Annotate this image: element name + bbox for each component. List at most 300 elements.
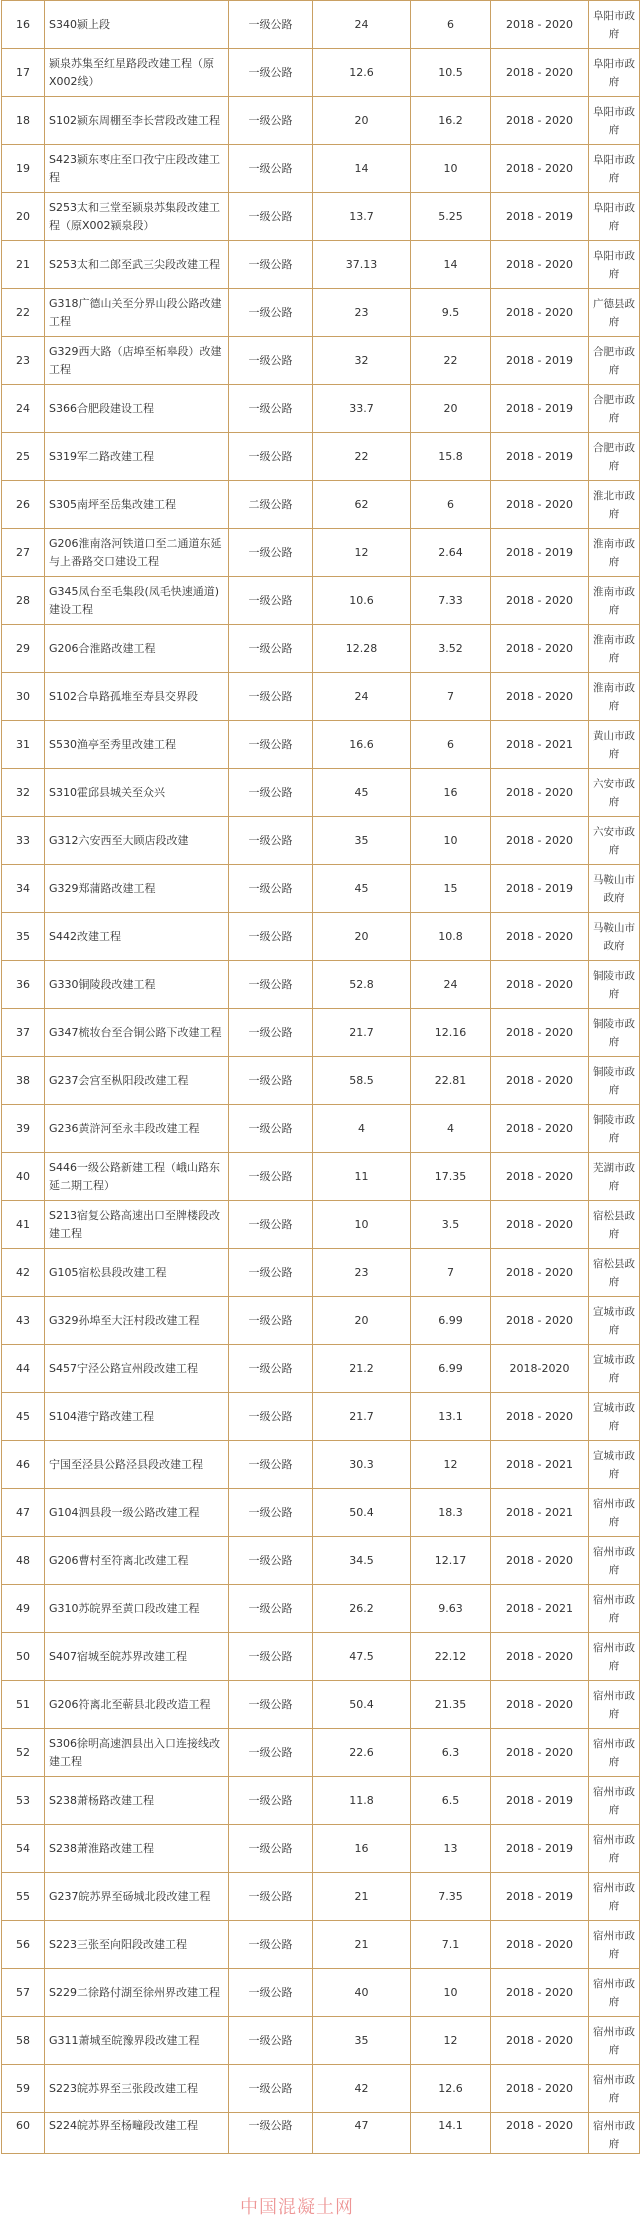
length-km-cell: 23 xyxy=(313,289,411,337)
row-number-cell: 39 xyxy=(2,1105,45,1153)
project-name-cell: S423颍东枣庄至口孜宁庄段改建工程 xyxy=(45,145,229,193)
row-number-cell: 30 xyxy=(2,673,45,721)
investment-cell: 22 xyxy=(411,337,491,385)
table-row xyxy=(2,433,640,481)
construction-period-cell: 2018-2020 xyxy=(491,1345,589,1393)
responsible-body-cell: 宿州市政府 xyxy=(589,2017,640,2065)
investment-cell: 24 xyxy=(411,961,491,1009)
project-name-cell: G311萧城至皖豫界段改建工程 xyxy=(45,2017,229,2065)
table-row xyxy=(2,289,640,337)
project-name-cell: G329西大路（店埠至柘皋段）改建工程 xyxy=(45,337,229,385)
row-number-cell: 44 xyxy=(2,1345,45,1393)
responsible-body-cell: 铜陵市政府 xyxy=(589,1057,640,1105)
investment-cell: 3.52 xyxy=(411,625,491,673)
length-km-cell: 20 xyxy=(313,1297,411,1345)
investment-cell: 6 xyxy=(411,721,491,769)
road-grade-cell: 一级公路 xyxy=(229,673,313,721)
construction-period-cell: 2018 - 2021 xyxy=(491,1489,589,1537)
responsible-body-cell: 阜阳市政府 xyxy=(589,145,640,193)
construction-period-cell: 2018 - 2019 xyxy=(491,1777,589,1825)
responsible-body-cell: 宿州市政府 xyxy=(589,2113,640,2154)
length-km-cell: 62 xyxy=(313,481,411,529)
project-name-cell: G310苏皖界至黄口段改建工程 xyxy=(45,1585,229,1633)
road-grade-cell: 一级公路 xyxy=(229,1105,313,1153)
road-grade-cell: 一级公路 xyxy=(229,145,313,193)
project-name-cell: S223皖苏界至三张段改建工程 xyxy=(45,2065,229,2113)
responsible-body-cell: 芜湖市政府 xyxy=(589,1153,640,1201)
road-grade-cell: 一级公路 xyxy=(229,337,313,385)
responsible-body-cell: 宣城市政府 xyxy=(589,1393,640,1441)
responsible-body-cell: 阜阳市政府 xyxy=(589,241,640,289)
investment-cell: 15.8 xyxy=(411,433,491,481)
table-row xyxy=(2,1921,640,1969)
project-name-cell: S366合肥段建设工程 xyxy=(45,385,229,433)
row-number-cell: 49 xyxy=(2,1585,45,1633)
investment-cell: 7.35 xyxy=(411,1873,491,1921)
project-name-cell: G237会宫至枞阳段改建工程 xyxy=(45,1057,229,1105)
investment-cell: 6 xyxy=(411,1,491,49)
table-row xyxy=(2,913,640,961)
construction-period-cell: 2018 - 2019 xyxy=(491,385,589,433)
investment-cell: 7.1 xyxy=(411,1921,491,1969)
road-grade-cell: 一级公路 xyxy=(229,1201,313,1249)
investment-cell: 12.6 xyxy=(411,2065,491,2113)
construction-period-cell: 2018 - 2020 xyxy=(491,2017,589,2065)
road-grade-cell: 一级公路 xyxy=(229,97,313,145)
table-row xyxy=(2,2113,640,2154)
project-name-cell: S340颍上段 xyxy=(45,1,229,49)
row-number-cell: 60 xyxy=(2,2113,45,2154)
responsible-body-cell: 宿州市政府 xyxy=(589,1969,640,2017)
table-row xyxy=(2,1393,640,1441)
construction-period-cell: 2018 - 2020 xyxy=(491,1201,589,1249)
construction-period-cell: 2018 - 2019 xyxy=(491,433,589,481)
length-km-cell: 47 xyxy=(313,2113,411,2154)
road-grade-cell: 一级公路 xyxy=(229,2065,313,2113)
table-row xyxy=(2,1489,640,1537)
road-grade-cell: 一级公路 xyxy=(229,193,313,241)
construction-period-cell: 2018 - 2020 xyxy=(491,577,589,625)
construction-period-cell: 2018 - 2020 xyxy=(491,1,589,49)
responsible-body-cell: 淮南市政府 xyxy=(589,625,640,673)
project-name-cell: S310霍邱县城关至众兴 xyxy=(45,769,229,817)
investment-cell: 20 xyxy=(411,385,491,433)
length-km-cell: 21.2 xyxy=(313,1345,411,1393)
length-km-cell: 33.7 xyxy=(313,385,411,433)
road-grade-cell: 一级公路 xyxy=(229,1057,313,1105)
table-row xyxy=(2,769,640,817)
investment-cell: 13 xyxy=(411,1825,491,1873)
road-grade-cell: 一级公路 xyxy=(229,1729,313,1777)
projects-table-body xyxy=(2,1,640,2154)
construction-period-cell: 2018 - 2020 xyxy=(491,1969,589,2017)
row-number-cell: 53 xyxy=(2,1777,45,1825)
project-name-cell: G206符离北至蕲县北段改造工程 xyxy=(45,1681,229,1729)
road-grade-cell: 一级公路 xyxy=(229,1777,313,1825)
length-km-cell: 12.28 xyxy=(313,625,411,673)
length-km-cell: 22 xyxy=(313,433,411,481)
table-row xyxy=(2,145,640,193)
length-km-cell: 45 xyxy=(313,865,411,913)
construction-period-cell: 2018 - 2019 xyxy=(491,1873,589,1921)
length-km-cell: 21 xyxy=(313,1921,411,1969)
table-row xyxy=(2,1681,640,1729)
investment-cell: 7 xyxy=(411,1249,491,1297)
table-row xyxy=(2,1009,640,1057)
table-row xyxy=(2,1,640,49)
table-row xyxy=(2,385,640,433)
row-number-cell: 48 xyxy=(2,1537,45,1585)
table-row xyxy=(2,481,640,529)
responsible-body-cell: 宿州市政府 xyxy=(589,1921,640,1969)
project-name-cell: S223三张至向阳段改建工程 xyxy=(45,1921,229,1969)
row-number-cell: 43 xyxy=(2,1297,45,1345)
road-grade-cell: 一级公路 xyxy=(229,1441,313,1489)
row-number-cell: 58 xyxy=(2,2017,45,2065)
length-km-cell: 58.5 xyxy=(313,1057,411,1105)
length-km-cell: 21.7 xyxy=(313,1009,411,1057)
investment-cell: 10.5 xyxy=(411,49,491,97)
construction-period-cell: 2018 - 2020 xyxy=(491,1249,589,1297)
row-number-cell: 16 xyxy=(2,1,45,49)
construction-period-cell: 2018 - 2021 xyxy=(491,721,589,769)
project-name-cell: S442改建工程 xyxy=(45,913,229,961)
row-number-cell: 33 xyxy=(2,817,45,865)
responsible-body-cell: 阜阳市政府 xyxy=(589,1,640,49)
row-number-cell: 20 xyxy=(2,193,45,241)
table-row xyxy=(2,577,640,625)
investment-cell: 14 xyxy=(411,241,491,289)
table-row xyxy=(2,1537,640,1585)
length-km-cell: 21 xyxy=(313,1873,411,1921)
construction-period-cell: 2018 - 2019 xyxy=(491,865,589,913)
row-number-cell: 27 xyxy=(2,529,45,577)
row-number-cell: 22 xyxy=(2,289,45,337)
responsible-body-cell: 宿州市政府 xyxy=(589,1729,640,1777)
project-name-cell: S319军二路改建工程 xyxy=(45,433,229,481)
project-name-cell: S238萧淮路改建工程 xyxy=(45,1825,229,1873)
project-name-cell: G237皖苏界至砀城北段改建工程 xyxy=(45,1873,229,1921)
responsible-body-cell: 铜陵市政府 xyxy=(589,1009,640,1057)
row-number-cell: 56 xyxy=(2,1921,45,1969)
investment-cell: 7 xyxy=(411,673,491,721)
table-row xyxy=(2,1633,640,1681)
responsible-body-cell: 淮南市政府 xyxy=(589,673,640,721)
row-number-cell: 24 xyxy=(2,385,45,433)
project-name-cell: S305南坪至岳集改建工程 xyxy=(45,481,229,529)
road-grade-cell: 一级公路 xyxy=(229,913,313,961)
row-number-cell: 50 xyxy=(2,1633,45,1681)
responsible-body-cell: 宿松县政府 xyxy=(589,1249,640,1297)
project-name-cell: G236黄浒河至永丰段改建工程 xyxy=(45,1105,229,1153)
table-row xyxy=(2,241,640,289)
road-grade-cell: 一级公路 xyxy=(229,1249,313,1297)
length-km-cell: 26.2 xyxy=(313,1585,411,1633)
construction-period-cell: 2018 - 2020 xyxy=(491,913,589,961)
row-number-cell: 59 xyxy=(2,2065,45,2113)
length-km-cell: 4 xyxy=(313,1105,411,1153)
road-grade-cell: 一级公路 xyxy=(229,529,313,577)
table-row xyxy=(2,97,640,145)
row-number-cell: 35 xyxy=(2,913,45,961)
investment-cell: 6.3 xyxy=(411,1729,491,1777)
project-name-cell: S253太和二郎至武三尖段改建工程 xyxy=(45,241,229,289)
responsible-body-cell: 宿州市政府 xyxy=(589,1633,640,1681)
length-km-cell: 52.8 xyxy=(313,961,411,1009)
construction-period-cell: 2018 - 2020 xyxy=(491,289,589,337)
table-row xyxy=(2,1777,640,1825)
responsible-body-cell: 宿州市政府 xyxy=(589,1681,640,1729)
table-row xyxy=(2,1105,640,1153)
row-number-cell: 42 xyxy=(2,1249,45,1297)
responsible-body-cell: 宿州市政府 xyxy=(589,1777,640,1825)
investment-cell: 9.63 xyxy=(411,1585,491,1633)
investment-cell: 22.81 xyxy=(411,1057,491,1105)
construction-period-cell: 2018 - 2020 xyxy=(491,1105,589,1153)
road-grade-cell: 一级公路 xyxy=(229,1393,313,1441)
project-name-cell: S238萧杨路改建工程 xyxy=(45,1777,229,1825)
road-grade-cell: 一级公路 xyxy=(229,2017,313,2065)
investment-cell: 3.5 xyxy=(411,1201,491,1249)
row-number-cell: 34 xyxy=(2,865,45,913)
length-km-cell: 14 xyxy=(313,145,411,193)
responsible-body-cell: 广德县政府 xyxy=(589,289,640,337)
investment-cell: 10 xyxy=(411,145,491,193)
construction-period-cell: 2018 - 2020 xyxy=(491,1681,589,1729)
road-grade-cell: 一级公路 xyxy=(229,817,313,865)
road-grade-cell: 一级公路 xyxy=(229,961,313,1009)
length-km-cell: 50.4 xyxy=(313,1681,411,1729)
project-name-cell: G347梳妆台至合铜公路下改建工程 xyxy=(45,1009,229,1057)
construction-period-cell: 2018 - 2020 xyxy=(491,2065,589,2113)
row-number-cell: 26 xyxy=(2,481,45,529)
investment-cell: 6 xyxy=(411,481,491,529)
responsible-body-cell: 铜陵市政府 xyxy=(589,1105,640,1153)
row-number-cell: 17 xyxy=(2,49,45,97)
length-km-cell: 13.7 xyxy=(313,193,411,241)
project-name-cell: G104泗县段一级公路改建工程 xyxy=(45,1489,229,1537)
project-name-cell: G330铜陵段改建工程 xyxy=(45,961,229,1009)
length-km-cell: 12 xyxy=(313,529,411,577)
road-grade-cell: 一级公路 xyxy=(229,433,313,481)
road-grade-cell: 一级公路 xyxy=(229,1537,313,1585)
length-km-cell: 32 xyxy=(313,337,411,385)
road-grade-cell: 一级公路 xyxy=(229,1633,313,1681)
construction-period-cell: 2018 - 2019 xyxy=(491,1825,589,1873)
length-km-cell: 42 xyxy=(313,2065,411,2113)
table-row xyxy=(2,2065,640,2113)
road-grade-cell: 一级公路 xyxy=(229,577,313,625)
construction-period-cell: 2018 - 2020 xyxy=(491,2113,589,2154)
construction-period-cell: 2018 - 2020 xyxy=(491,1297,589,1345)
investment-cell: 5.25 xyxy=(411,193,491,241)
road-grade-cell: 一级公路 xyxy=(229,1921,313,1969)
investment-cell: 22.12 xyxy=(411,1633,491,1681)
investment-cell: 18.3 xyxy=(411,1489,491,1537)
project-name-cell: S407宿城至皖苏界改建工程 xyxy=(45,1633,229,1681)
length-km-cell: 34.5 xyxy=(313,1537,411,1585)
road-grade-cell: 一级公路 xyxy=(229,49,313,97)
investment-cell: 12.16 xyxy=(411,1009,491,1057)
row-number-cell: 21 xyxy=(2,241,45,289)
row-number-cell: 19 xyxy=(2,145,45,193)
investment-cell: 15 xyxy=(411,865,491,913)
construction-period-cell: 2018 - 2020 xyxy=(491,1633,589,1681)
row-number-cell: 23 xyxy=(2,337,45,385)
responsible-body-cell: 宣城市政府 xyxy=(589,1345,640,1393)
responsible-body-cell: 铜陵市政府 xyxy=(589,961,640,1009)
table-row xyxy=(2,1201,640,1249)
investment-cell: 16 xyxy=(411,769,491,817)
project-name-cell: 宁国至泾县公路泾县段改建工程 xyxy=(45,1441,229,1489)
responsible-body-cell: 阜阳市政府 xyxy=(589,97,640,145)
project-name-cell: G206淮南洛河铁道口至二通道东延与上番路交口建设工程 xyxy=(45,529,229,577)
table-row xyxy=(2,865,640,913)
table-row xyxy=(2,1297,640,1345)
table-row xyxy=(2,49,640,97)
construction-period-cell: 2018 - 2020 xyxy=(491,1153,589,1201)
table-row xyxy=(2,2017,640,2065)
road-grade-cell: 一级公路 xyxy=(229,289,313,337)
responsible-body-cell: 宿松县政府 xyxy=(589,1201,640,1249)
investment-cell: 16.2 xyxy=(411,97,491,145)
investment-cell: 13.1 xyxy=(411,1393,491,1441)
construction-period-cell: 2018 - 2021 xyxy=(491,1585,589,1633)
road-grade-cell: 二级公路 xyxy=(229,481,313,529)
investment-cell: 6.99 xyxy=(411,1297,491,1345)
length-km-cell: 40 xyxy=(313,1969,411,2017)
investment-cell: 7.33 xyxy=(411,577,491,625)
responsible-body-cell: 宿州市政府 xyxy=(589,1873,640,1921)
length-km-cell: 24 xyxy=(313,1,411,49)
investment-cell: 4 xyxy=(411,1105,491,1153)
road-grade-cell: 一级公路 xyxy=(229,769,313,817)
row-number-cell: 54 xyxy=(2,1825,45,1873)
project-name-cell: G206合淮路改建工程 xyxy=(45,625,229,673)
row-number-cell: 46 xyxy=(2,1441,45,1489)
construction-period-cell: 2018 - 2020 xyxy=(491,961,589,1009)
row-number-cell: 40 xyxy=(2,1153,45,1201)
row-number-cell: 31 xyxy=(2,721,45,769)
project-name-cell: G329郑蒲路改建工程 xyxy=(45,865,229,913)
table-row xyxy=(2,673,640,721)
length-km-cell: 30.3 xyxy=(313,1441,411,1489)
row-number-cell: 47 xyxy=(2,1489,45,1537)
road-grade-cell: 一级公路 xyxy=(229,1873,313,1921)
investment-cell: 14.1 xyxy=(411,2113,491,2154)
row-number-cell: 57 xyxy=(2,1969,45,2017)
length-km-cell: 47.5 xyxy=(313,1633,411,1681)
responsible-body-cell: 合肥市政府 xyxy=(589,385,640,433)
project-name-cell: S530渔亭至秀里改建工程 xyxy=(45,721,229,769)
road-grade-cell: 一级公路 xyxy=(229,1153,313,1201)
road-grade-cell: 一级公路 xyxy=(229,1969,313,2017)
table-row xyxy=(2,1729,640,1777)
table-row xyxy=(2,1249,640,1297)
length-km-cell: 23 xyxy=(313,1249,411,1297)
length-km-cell: 35 xyxy=(313,817,411,865)
row-number-cell: 55 xyxy=(2,1873,45,1921)
projects-table xyxy=(1,0,640,2154)
construction-period-cell: 2018 - 2020 xyxy=(491,1057,589,1105)
road-grade-cell: 一级公路 xyxy=(229,1489,313,1537)
project-name-cell: 颍泉苏集至红星路段改建工程（原X002线） xyxy=(45,49,229,97)
investment-cell: 9.5 xyxy=(411,289,491,337)
project-name-cell: S213宿复公路高速出口至牌楼段改建工程 xyxy=(45,1201,229,1249)
investment-cell: 12 xyxy=(411,1441,491,1489)
investment-cell: 12 xyxy=(411,2017,491,2065)
row-number-cell: 25 xyxy=(2,433,45,481)
project-name-cell: S306徐明高速泗县出入口连接线改建工程 xyxy=(45,1729,229,1777)
construction-period-cell: 2018 - 2019 xyxy=(491,337,589,385)
responsible-body-cell: 马鞍山市政府 xyxy=(589,913,640,961)
table-row xyxy=(2,1969,640,2017)
project-name-cell: G312六安西至大顾店段改建 xyxy=(45,817,229,865)
row-number-cell: 37 xyxy=(2,1009,45,1057)
responsible-body-cell: 宿州市政府 xyxy=(589,2065,640,2113)
road-grade-cell: 一级公路 xyxy=(229,721,313,769)
row-number-cell: 29 xyxy=(2,625,45,673)
responsible-body-cell: 黄山市政府 xyxy=(589,721,640,769)
row-number-cell: 18 xyxy=(2,97,45,145)
investment-cell: 2.64 xyxy=(411,529,491,577)
length-km-cell: 45 xyxy=(313,769,411,817)
row-number-cell: 51 xyxy=(2,1681,45,1729)
construction-period-cell: 2018 - 2020 xyxy=(491,49,589,97)
road-grade-cell: 一级公路 xyxy=(229,1585,313,1633)
length-km-cell: 16 xyxy=(313,1825,411,1873)
construction-period-cell: 2018 - 2020 xyxy=(491,1729,589,1777)
responsible-body-cell: 六安市政府 xyxy=(589,769,640,817)
length-km-cell: 22.6 xyxy=(313,1729,411,1777)
construction-period-cell: 2018 - 2021 xyxy=(491,1441,589,1489)
length-km-cell: 24 xyxy=(313,673,411,721)
construction-period-cell: 2018 - 2020 xyxy=(491,625,589,673)
table-row xyxy=(2,337,640,385)
project-name-cell: S224皖苏界至杨疃段改建工程 xyxy=(45,2113,229,2154)
road-grade-cell: 一级公路 xyxy=(229,241,313,289)
table-row xyxy=(2,625,640,673)
responsible-body-cell: 淮北市政府 xyxy=(589,481,640,529)
investment-cell: 21.35 xyxy=(411,1681,491,1729)
responsible-body-cell: 宣城市政府 xyxy=(589,1441,640,1489)
length-km-cell: 11.8 xyxy=(313,1777,411,1825)
investment-cell: 17.35 xyxy=(411,1153,491,1201)
construction-period-cell: 2018 - 2020 xyxy=(491,769,589,817)
responsible-body-cell: 合肥市政府 xyxy=(589,337,640,385)
table-row xyxy=(2,1153,640,1201)
responsible-body-cell: 阜阳市政府 xyxy=(589,193,640,241)
length-km-cell: 21.7 xyxy=(313,1393,411,1441)
project-name-cell: G318广德山关至分界山段公路改建工程 xyxy=(45,289,229,337)
length-km-cell: 10 xyxy=(313,1201,411,1249)
road-grade-cell: 一级公路 xyxy=(229,1009,313,1057)
table-row xyxy=(2,817,640,865)
construction-period-cell: 2018 - 2020 xyxy=(491,1009,589,1057)
length-km-cell: 20 xyxy=(313,913,411,961)
project-name-cell: S102合阜路孤堆至寿县交界段 xyxy=(45,673,229,721)
construction-period-cell: 2018 - 2020 xyxy=(491,97,589,145)
project-name-cell: S253太和三堂至颍泉苏集段改建工程（原X002颍泉段） xyxy=(45,193,229,241)
investment-cell: 10 xyxy=(411,1969,491,2017)
construction-period-cell: 2018 - 2020 xyxy=(491,1921,589,1969)
investment-cell: 6.5 xyxy=(411,1777,491,1825)
length-km-cell: 50.4 xyxy=(313,1489,411,1537)
road-grade-cell: 一级公路 xyxy=(229,1681,313,1729)
project-name-cell: S229二徐路付湖至徐州界改建工程 xyxy=(45,1969,229,2017)
investment-cell: 10.8 xyxy=(411,913,491,961)
project-name-cell: G206曹村至符离北改建工程 xyxy=(45,1537,229,1585)
